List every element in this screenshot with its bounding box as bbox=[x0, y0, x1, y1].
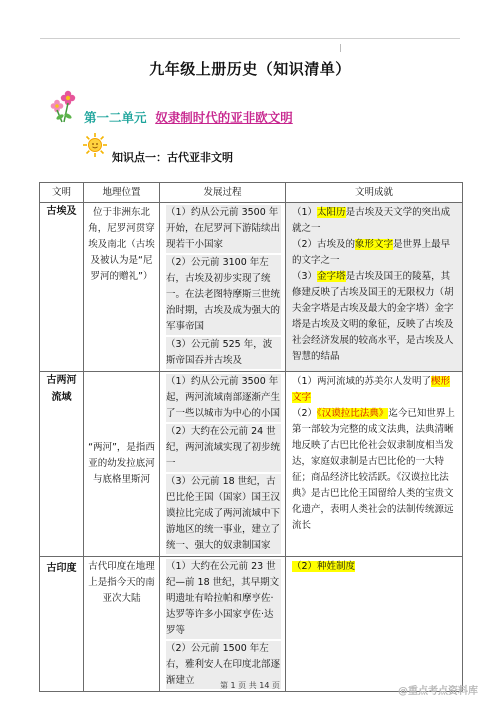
knowledge-point-heading: 知识点一：古代亚非文明 bbox=[112, 151, 233, 164]
watermark: @重点考点资料库 bbox=[398, 686, 478, 697]
development-item: （1）大约在公元前 23 世纪—前 18 世纪，其早期文明遗址有哈拉帕和摩亨佐·达罗等许多小国家亨佐·达罗等 bbox=[166, 559, 281, 639]
table-row-mesopotamia bbox=[40, 372, 463, 557]
development-cell bbox=[160, 203, 286, 372]
header-rule bbox=[40, 38, 460, 39]
highlight-term: （2）种姓制度 bbox=[292, 561, 356, 572]
highlight-term: 金字塔 bbox=[317, 271, 346, 282]
achievements-cell bbox=[286, 557, 463, 692]
header-achievements: 文明成就 bbox=[286, 183, 463, 203]
header-location: 地理位置 bbox=[84, 183, 160, 203]
unit-title: 奴隶制时代的亚非欧文明 bbox=[155, 110, 293, 125]
development-cell bbox=[160, 372, 286, 557]
page-number: 第 1 页 共 14 页 bbox=[220, 681, 280, 690]
highlight-term: 太阳历 bbox=[317, 207, 346, 218]
unit-label: 第一二单元 bbox=[84, 110, 147, 125]
achievement-item: （2）古埃及的象形文字是世界上最早的文字之一 bbox=[292, 239, 451, 266]
achievement-item bbox=[292, 559, 458, 575]
development-item: （1）约从公元前 3500 年开始，在尼罗河下游陆续出现若干小国家 bbox=[166, 205, 281, 253]
achievement-item: （3）金字塔是古埃及国王的陵墓，其修建反映了古埃及国王的无限权力（胡夫金字塔是古埃及最大的金字塔）金字塔是古埃及文明的象征，反映了古埃及社会经济发展的较高水平，是古埃及人智慧的结晶 bbox=[292, 271, 454, 362]
table-row-india bbox=[40, 557, 463, 692]
header-civilization: 文明 bbox=[40, 183, 84, 203]
header-mark bbox=[340, 44, 341, 52]
knowledge-table bbox=[39, 182, 463, 692]
development-item: （3）公元前 525 年，波斯帝国吞并古埃及 bbox=[166, 337, 281, 369]
achievements-cell bbox=[286, 372, 463, 557]
achievement-item: （2）《汉谟拉比法典》迄今已知世界上第一部较为完整的成文法典，法典清晰地反映了古巴比伦社会奴隶制度相当发达，家庭奴隶制是古巴比伦的一大特征；商品经济比较活跃。《汉谟拉比法典》是古巴比伦王国留给人类的宝贵文化遗产，表明人类社会的法制传统源远流长 bbox=[292, 408, 455, 531]
flower-icon bbox=[46, 90, 80, 124]
achievement-item: （1）太阳历是古埃及天文学的突出成就之一 bbox=[292, 207, 451, 234]
geo-location: 位于非洲东北角，尼罗河贯穿埃及南北（古埃及被认为是“尼罗河的赠礼”） bbox=[84, 203, 160, 372]
development-item: （2）公元前 1500 年左右，雅利安人在印度北部逐渐建立 bbox=[166, 641, 281, 689]
table-header-row bbox=[40, 183, 463, 203]
highlight-term: 楔形文字 bbox=[292, 376, 451, 403]
document-title: 九年级上册历史（知识清单） bbox=[149, 60, 351, 78]
development-cell bbox=[160, 557, 286, 692]
sun-icon bbox=[82, 132, 108, 158]
highlight-term: 象形文字 bbox=[355, 239, 394, 250]
civilization-name: 古印度 bbox=[40, 557, 84, 692]
highlight-term: 《汉谟拉比法典》 bbox=[317, 408, 389, 419]
achievement-item: （1）两河流域的苏美尔人发明了楔形文字 bbox=[292, 376, 451, 403]
geo-location: 古代印度在地理上是指今天的南亚次大陆 bbox=[84, 557, 160, 692]
civilization-name: 古两河流域 bbox=[40, 372, 84, 557]
development-item: （1）约从公元前 3500 年起，两河流域南部逐渐产生了一些以城市为中心的小国 bbox=[166, 374, 281, 422]
civilization-name: 古埃及 bbox=[40, 203, 84, 372]
table-row-egypt bbox=[40, 203, 463, 372]
unit-heading bbox=[84, 108, 293, 126]
header-development: 发展过程 bbox=[160, 183, 286, 203]
achievements-cell bbox=[286, 203, 463, 372]
development-item: （2）大约在公元前 24 世纪，两河流域实现了初步统一 bbox=[166, 424, 281, 472]
geo-location: “两河”，是指西亚的幼发拉底河与底格里斯河 bbox=[84, 372, 160, 557]
development-item: （3）公元前 18 世纪，古巴比伦王国（国家）国王汉谟拉比完成了两河流域中下游地区的统一事业，建立了统一、强大的奴隶制国家 bbox=[166, 474, 281, 554]
development-item: （2）公元前 3100 年左右，古埃及初步实现了统一。在法老图特摩斯三世统治时期，古埃及成为强大的军事帝国 bbox=[166, 255, 281, 335]
